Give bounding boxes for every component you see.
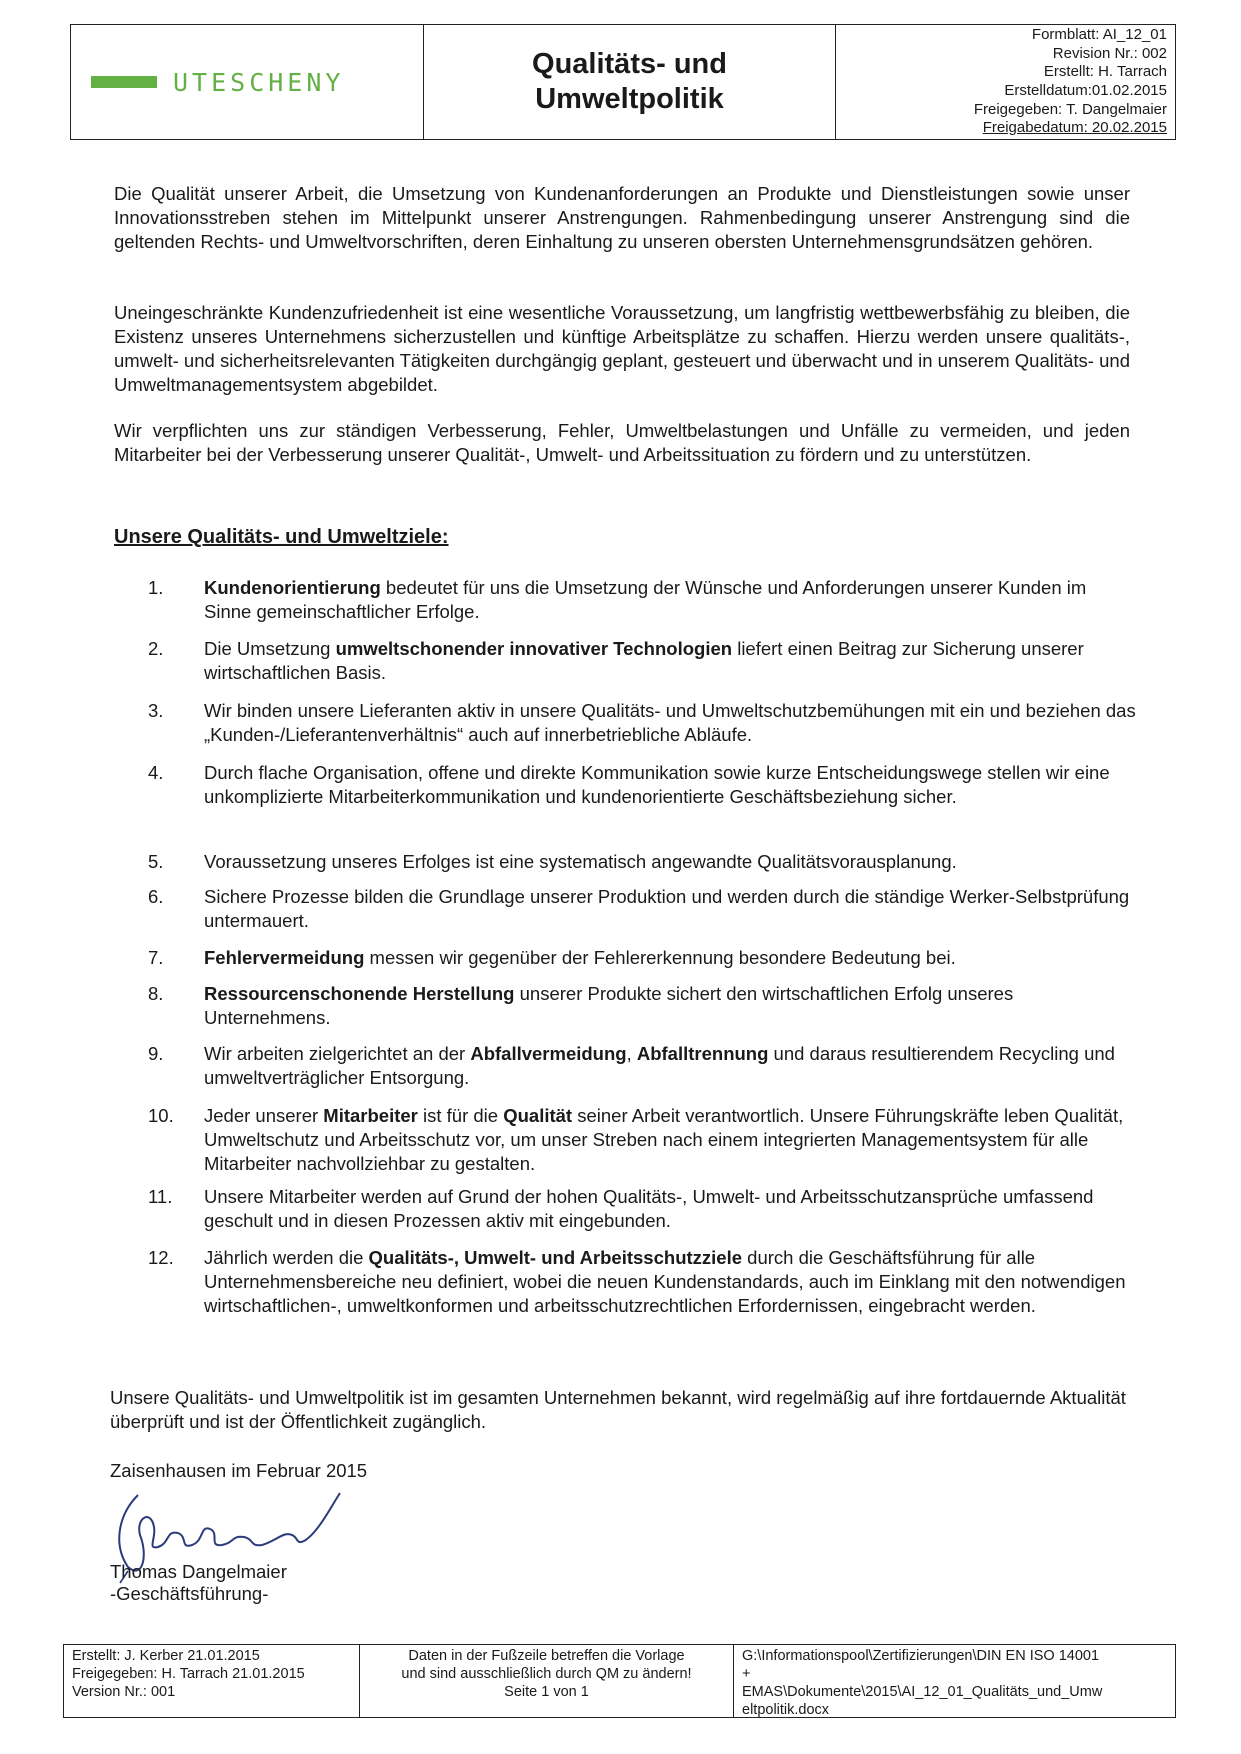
- goal-text-bold: Kundenorientierung: [204, 577, 381, 598]
- footer-template-note: [360, 1645, 734, 1717]
- goal-text-run: Wir binden unsere Lieferanten aktiv in unsere Qualitäts- und Umweltschutzbemühungen mit ein und beziehen das „Kunden-/Lieferantenverhältnis“ auch auf innerbetriebliche Abläufe.: [204, 700, 1136, 745]
- logo-text: UTESCHENY: [173, 67, 345, 97]
- goal-number: 1.: [148, 577, 164, 598]
- goal-text-run: und daraus resultierendem Recycling und umweltverträglicher Entsorgung.: [204, 1043, 1115, 1088]
- goal-text-run: Jährlich werden die: [204, 1247, 369, 1268]
- title-line-1: Qualitäts- und: [532, 48, 727, 80]
- goals-heading: Unsere Qualitäts- und Umweltziele:: [114, 526, 449, 548]
- goal-item: [148, 761, 1138, 809]
- goal-text-run: Wir arbeiten zielgerichtet an der: [204, 1043, 471, 1064]
- footer-creation-info: [64, 1645, 360, 1717]
- goal-text-run: Jeder unserer: [204, 1105, 324, 1126]
- document-title: [424, 25, 836, 139]
- goal-item: [148, 576, 1138, 624]
- footer-path-line-3: EMAS\Dokumente\2015\AI_12_01_Qualitäts_und_Umw: [742, 1684, 1103, 1700]
- footer-page-number: Seite 1 von 1: [504, 1684, 589, 1700]
- footer-path-line-2: +: [742, 1666, 751, 1682]
- goal-number: 4.: [148, 762, 164, 783]
- goal-number: 3.: [148, 700, 164, 721]
- document-header: [70, 24, 1176, 140]
- goal-text-run: bedeutet für uns die Umsetzung der Wünsche und Anforderungen unserer Kunden im Sinne gemeinschaftlicher Erfolge.: [204, 577, 1087, 622]
- goal-text-bold: Qualitäts-, Umwelt- und Arbeitsschutzziele: [368, 1247, 743, 1268]
- goal-text-run: Durch flache Organisation, offene und direkte Kommunikation sowie kurze Entscheidungswege stellen wir eine unkomplizierte Mitarbeiterkommunikation und kundenorientierte Geschäftsbeziehung sicher.: [204, 762, 1110, 807]
- goal-text-run: messen wir gegenüber der Fehlererkennung besondere Bedeutung bei.: [364, 947, 956, 968]
- goal-text-run: Unsere Mitarbeiter werden auf Grund der hohen Qualitäts-, Umwelt- und Arbeitsschutzansprüche umfassend geschult und in diesen Prozessen aktiv mit eingebunden.: [204, 1186, 1094, 1231]
- goal-text: [204, 1185, 1138, 1233]
- title-line-2: Umweltpolitik: [535, 83, 724, 115]
- meta-approval-date: Freigabedatum: 20.02.2015: [982, 119, 1167, 137]
- meta-created-date: Erstelldatum:01.02.2015: [1004, 82, 1167, 99]
- document-meta: [836, 25, 1175, 139]
- footer-note-line-1: Daten in der Fußzeile betreffen die Vorlage: [408, 1648, 685, 1664]
- logo-green-bar: [91, 76, 157, 88]
- goal-item: [148, 699, 1138, 747]
- goal-item: [148, 885, 1138, 933]
- document-footer: [63, 1644, 1176, 1718]
- goal-text: [204, 982, 1138, 1030]
- goal-text: [204, 576, 1138, 624]
- goal-number: 12.: [148, 1247, 174, 1268]
- goal-text-bold: Mitarbeiter: [323, 1105, 418, 1126]
- goal-text-run: Sichere Prozesse bilden die Grundlage unserer Produktion und werden durch die ständige Werker-Selbstprüfung untermauert.: [204, 886, 1130, 931]
- goal-number: 5.: [148, 851, 164, 872]
- goal-text: [204, 850, 1138, 874]
- goal-text: [204, 637, 1138, 685]
- place-date: Zaisenhausen im Februar 2015: [110, 1460, 368, 1481]
- footer-path-line-1: G:\Informationspool\Zertifizierungen\DIN EN ISO 14001: [742, 1648, 1100, 1664]
- goal-text-run: liefert einen Beitrag zur Sicherung unserer wirtschaftlichen Basis.: [204, 638, 1084, 683]
- goal-item: [148, 982, 1138, 1030]
- goal-number: 10.: [148, 1105, 174, 1126]
- signer-name: Thomas Dangelmaier: [110, 1561, 287, 1582]
- closing-paragraph: Unsere Qualitäts- und Umweltpolitik ist im gesamten Unternehmen bekannt, wird regelmäßig auf ihre fortdauernde Aktualität überprüft und ist der Öffentlichkeit zugänglich.: [110, 1387, 1126, 1432]
- goal-item: [148, 1042, 1138, 1090]
- footer-approved: Freigegeben: H. Tarrach 21.01.2015: [72, 1666, 305, 1682]
- goal-text-bold: Abfalltrennung: [636, 1043, 769, 1064]
- goal-text: [204, 761, 1138, 809]
- goal-text: [204, 1104, 1138, 1176]
- goal-text-bold: Fehlervermeidung: [204, 947, 365, 968]
- goal-text: [204, 1246, 1138, 1318]
- goal-number: 11.: [148, 1186, 173, 1207]
- goal-text-run: seiner Arbeit verantwortlich. Unsere Führungskräfte leben Qualität, Umweltschutz und Arbeitsschutz vor, um unser Streben nach einem integrierten Managementsystem für alle Mitarbeiter nachvollziehbar zu gestalten.: [204, 1105, 1124, 1174]
- goal-number: 2.: [148, 638, 164, 659]
- footer-created: Erstellt: J. Kerber 21.01.2015: [72, 1648, 260, 1664]
- goal-text: [204, 699, 1138, 747]
- goal-text: [204, 1042, 1138, 1090]
- goal-number: 8.: [148, 983, 164, 1004]
- footer-note-line-2: und sind ausschließlich durch QM zu ändern!: [401, 1666, 692, 1682]
- goal-text-run: ist für die: [417, 1105, 504, 1126]
- goal-text-run: Voraussetzung unseres Erfolges ist eine systematisch angewandte Qualitätsvorausplanung.: [204, 851, 957, 872]
- meta-revision: Revision Nr.: 002: [1052, 44, 1167, 62]
- goal-text-run: unserer Produkte sichert den wirtschaftlichen Erfolg unseres Unternehmens.: [204, 983, 1014, 1028]
- footer-path-line-4: eltpolitik.docx: [742, 1702, 830, 1718]
- signer-role: -Geschäftsführung-: [110, 1583, 269, 1604]
- goal-item: [148, 1104, 1138, 1176]
- goal-text: [204, 946, 1138, 970]
- intro-paragraph-2: Uneingeschränkte Kundenzufriedenheit ist eine wesentliche Voraussetzung, um langfristig wettbewerbsfähig zu bleiben, die Existenz unseres Unternehmens sicherzustellen und künftige Arbeitsplätze zu schaffen. Hierzu werden unsere qualitäts-, umwelt- und sicherheitsrelevanten Tätigkeiten durchgängig geplant, gesteuert und überwacht und in unserem Qualitäts- und Umweltmanagementsystem abgebildet.: [114, 302, 1130, 395]
- goal-number: 6.: [148, 886, 164, 907]
- goal-text-bold: Abfallvermeidung: [470, 1043, 627, 1064]
- goal-item: [148, 850, 1138, 874]
- footer-file-path: [734, 1645, 1175, 1717]
- intro-paragraph-3: Wir verpflichten uns zur ständigen Verbesserung, Fehler, Umweltbelastungen und Unfälle zu vermeiden, und jeden Mitarbeiter bei der Verbesserung unserer Qualität-, Umwelt- und Arbeitssituation zu fördern und zu unterstützen.: [114, 420, 1130, 465]
- goal-text: [204, 885, 1138, 933]
- meta-approved-by: Freigegeben: T. Dangelmaier: [973, 100, 1167, 118]
- goal-item: [148, 1246, 1138, 1318]
- footer-version: Version Nr.: 001: [72, 1684, 176, 1700]
- goal-text-bold: Ressourcenschonende Herstellung: [204, 983, 515, 1004]
- goal-text-run: durch die Geschäftsführung für alle Unternehmensbereiche neu definiert, wobei die neuen Kundenstandards, auch im Einklang mit den notwendigen wirtschaftlichen-, umweltkonformen und arbeitsschutzrechtlichen Erfordernissen, eingebracht werden.: [204, 1247, 1126, 1316]
- goal-item: [148, 1185, 1138, 1233]
- goal-item: [148, 946, 1138, 970]
- goal-number: 9.: [148, 1043, 164, 1064]
- intro-paragraph-1: Die Qualität unserer Arbeit, die Umsetzung von Kundenanforderungen an Produkte und Dienstleistungen sowie unser Innovationsstreben stehen im Mittelpunkt unserer Anstrengungen. Rahmenbedingung unserer Anstrengung sind die geltenden Rechts- und Umweltvorschriften, deren Einhaltung zu unseren obersten Unternehmensgrundsätzen gehören.: [114, 183, 1130, 252]
- goal-text-bold: umweltschonender innovativer Technologien: [335, 638, 733, 659]
- goal-number: 7.: [148, 947, 164, 968]
- goal-text-run: ,: [626, 1043, 637, 1064]
- goal-text-run: Die Umsetzung: [204, 638, 336, 659]
- meta-form: Formblatt: AI_12_01: [1031, 26, 1167, 44]
- company-logo: [71, 25, 424, 139]
- goal-item: [148, 637, 1138, 685]
- meta-created-by: Erstellt: H. Tarrach: [1043, 63, 1167, 81]
- goal-text-bold: Qualität: [503, 1105, 573, 1126]
